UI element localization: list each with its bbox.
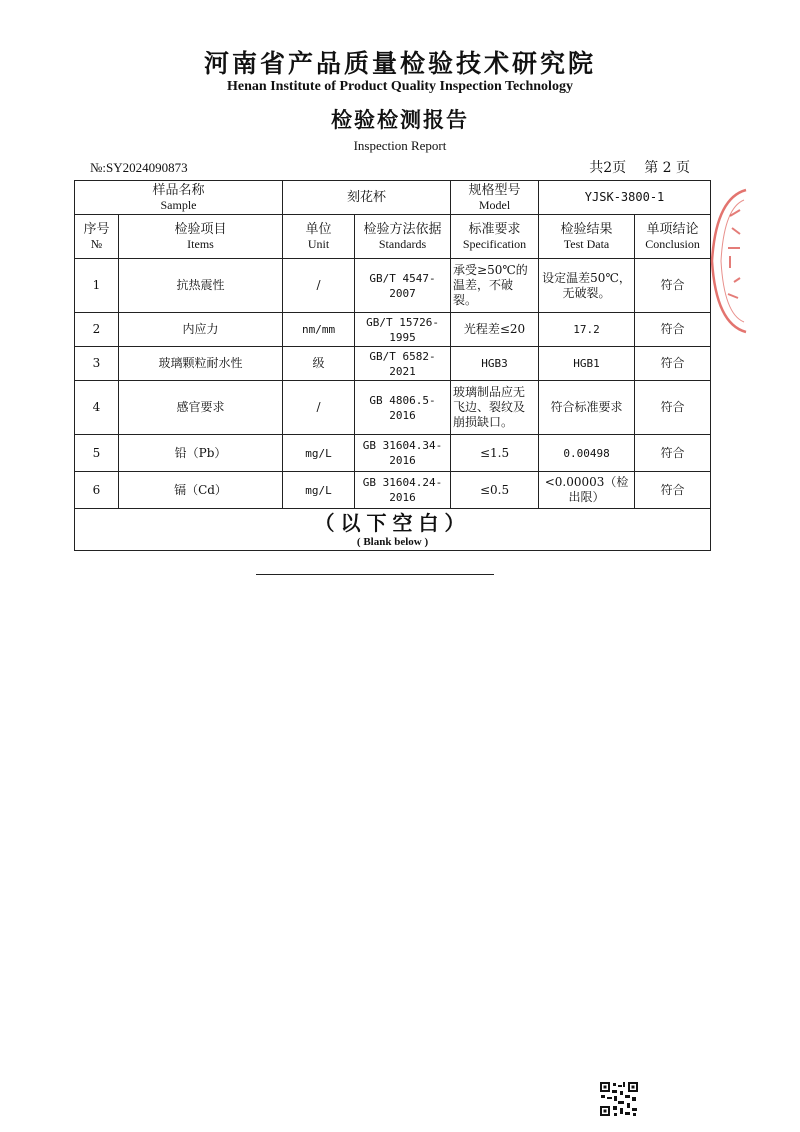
row-standard: GB 31604.24-2016 xyxy=(355,472,451,509)
institute-name-cn: 河南省产品质量检验技术研究院 xyxy=(203,49,596,78)
report-title-cn: 检验检测报告 xyxy=(331,107,469,132)
col-header-no: 序号 № xyxy=(75,215,119,259)
blank-below xyxy=(75,509,711,551)
row-item: 感官要求 xyxy=(119,381,283,435)
row-spec: 光程差≤20 xyxy=(451,313,539,347)
row-spec: HGB3 xyxy=(451,347,539,381)
row-conclusion: 符合 xyxy=(635,313,711,347)
sample-label-en: Sample xyxy=(160,197,197,212)
row-standard: GB/T 6582-2021 xyxy=(355,347,451,381)
row-result: HGB1 xyxy=(539,347,635,381)
col-header-specification: 标准要求 Specification xyxy=(451,215,539,259)
page-indicator xyxy=(571,157,690,177)
model-label-cn: 规格型号 xyxy=(468,182,521,198)
row-no: 5 xyxy=(75,435,119,472)
col-header-items: 检验项目 Items xyxy=(119,215,283,259)
sample-label xyxy=(75,181,283,215)
model-value: YJSK-3800-1 xyxy=(539,181,711,215)
table-row xyxy=(75,259,711,313)
col-header-test-data: 检验结果 Test Data xyxy=(539,215,635,259)
row-item: 玻璃颗粒耐水性 xyxy=(119,347,283,381)
row-result: 设定温差50℃，无破裂。 xyxy=(539,259,635,313)
row-item: 铅（Pb） xyxy=(119,435,283,472)
row-item: 内应力 xyxy=(119,313,283,347)
current-page: 第 2 页 xyxy=(644,160,690,176)
blank-below-row xyxy=(75,509,711,551)
model-label xyxy=(451,181,539,215)
row-standard: GB 4806.5-2016 xyxy=(355,381,451,435)
row-standard: GB/T 4547-2007 xyxy=(355,259,451,313)
col-header-standards: 检验方法依据 Standards xyxy=(355,215,451,259)
row-unit: nm/mm xyxy=(283,313,355,347)
row-result: 17.2 xyxy=(539,313,635,347)
row-unit: mg/L xyxy=(283,435,355,472)
row-spec: ≤0.5 xyxy=(451,472,539,509)
inspection-table xyxy=(74,180,711,551)
column-header-row xyxy=(75,215,711,259)
row-spec: ≤1.5 xyxy=(451,435,539,472)
sample-row xyxy=(75,181,711,215)
row-spec: 承受≥50℃的温差，不破裂。 xyxy=(451,259,539,313)
row-standard: GB 31604.34-2016 xyxy=(355,435,451,472)
col-header-unit: 单位 Unit xyxy=(283,215,355,259)
row-result: <0.00003（检出限） xyxy=(539,472,635,509)
row-no: 1 xyxy=(75,259,119,313)
row-standard: GB/T 15726-1995 xyxy=(355,313,451,347)
row-item: 镉（Cd） xyxy=(119,472,283,509)
row-spec: 玻璃制品应无飞边、裂纹及崩损缺口。 xyxy=(451,381,539,435)
row-no: 3 xyxy=(75,347,119,381)
col-header-conclusion: 单项结论 Conclusion xyxy=(635,215,711,259)
qr-code-icon xyxy=(599,1081,639,1117)
row-result: 符合标准要求 xyxy=(539,381,635,435)
row-unit: / xyxy=(283,259,355,313)
report-number: №:SY2024090873 xyxy=(90,160,188,175)
row-unit: 级 xyxy=(283,347,355,381)
table-row xyxy=(75,347,711,381)
row-conclusion: 符合 xyxy=(635,381,711,435)
model-label-en: Model xyxy=(478,197,511,212)
row-item: 抗热震性 xyxy=(119,259,283,313)
row-result: 0.00498 xyxy=(539,435,635,472)
sample-value: 刻花杯 xyxy=(283,181,451,215)
row-no: 4 xyxy=(75,381,119,435)
row-conclusion: 符合 xyxy=(635,435,711,472)
table-row xyxy=(75,435,711,472)
row-unit: mg/L xyxy=(283,472,355,509)
inspection-seal-stamp xyxy=(708,186,748,336)
end-rule xyxy=(256,574,494,575)
sample-label-cn: 样品名称 xyxy=(152,182,205,198)
row-conclusion: 符合 xyxy=(635,347,711,381)
report-title-en: Inspection Report xyxy=(353,138,447,153)
institute-name-en: Henan Institute of Product Quality Inspection Technology xyxy=(227,79,573,94)
row-conclusion: 符合 xyxy=(635,472,711,509)
row-conclusion: 符合 xyxy=(635,259,711,313)
total-pages: 共2页 xyxy=(589,160,627,176)
row-no: 2 xyxy=(75,313,119,347)
table-row xyxy=(75,313,711,347)
blank-below-cn: （以下空白） xyxy=(314,511,471,535)
row-unit: / xyxy=(283,381,355,435)
row-no: 6 xyxy=(75,472,119,509)
table-row xyxy=(75,381,711,435)
blank-below-en: ( Blank below ) xyxy=(356,536,429,548)
table-row xyxy=(75,472,711,509)
